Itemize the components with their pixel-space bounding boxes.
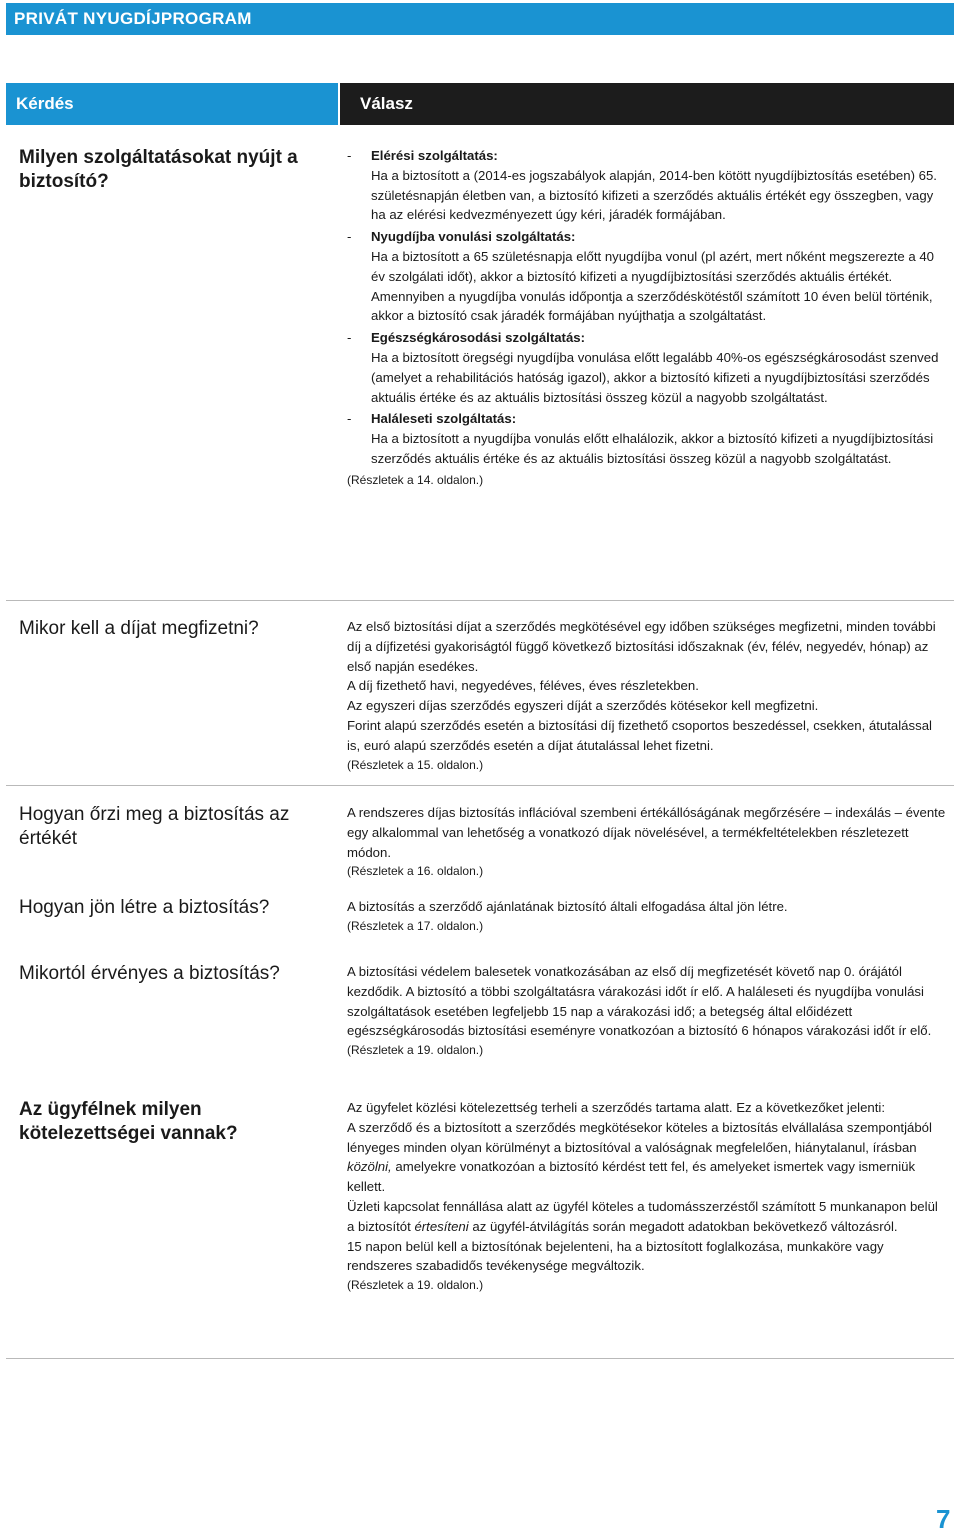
row-divider xyxy=(6,600,954,601)
answer-column-header xyxy=(340,83,954,125)
answer-line: Üzleti kapcsolat fennállása alatt az ügyfél köteles a tudomásszerzéstől számított 5 munkanapon belül a biztosítót értesíteni az ügyfél-átvilágítás során megadott adatokban bekövetkező változásról. xyxy=(347,1198,938,1234)
bullet-dash: - xyxy=(347,330,352,346)
answer-services xyxy=(347,146,947,491)
question-validity: Mikortól érvényes a biztosítás? xyxy=(19,963,280,984)
service-item-text: Ha a biztosított a 65 születésnapja előtt nyugdíjba vonul (pl azért, mert nőként megszerezte a 40 év szolgálati időt), akkor a biztosító kifizeti a nyugdíjbiztosítási szerződés aktuális értékét. Amennyiben a nyugdíjba vonulás időpontja a szerződéskötéstől számított 10 éven belül történik, akkor a biztosító csak járadék formájában nyújthatja a szolgáltatást. xyxy=(371,248,934,324)
row-divider xyxy=(6,785,954,786)
service-item-death xyxy=(347,409,947,468)
page-reference: (Részletek a 15. oldalon.) xyxy=(347,757,484,772)
service-item-title: Nyugdíjba vonulási szolgáltatás: xyxy=(371,229,576,245)
service-item-maturity xyxy=(347,146,947,225)
answer-line: A díj fizethető havi, negyedéves, féléves, éves részletekben. xyxy=(347,678,699,694)
answer-line: Az egyszeri díjas szerződés egyszeri díját a szerződés kötésekor kell megfizetni. xyxy=(347,698,819,714)
answer-creation xyxy=(347,897,947,937)
service-item-title: Elérési szolgáltatás: xyxy=(371,148,498,163)
service-item-text: Ha a biztosított a (2014-es jogszabályok alapján, 2014-ben kötött nyugdíjbiztosítás esetében) 65. születésnapján életben van, a biztosító kifizeti a szerződés aktuális értékét egy összegben, vagy ha az elérési kedvezményezett úgy kéri, járadék formájában. xyxy=(371,167,937,223)
service-item-health xyxy=(347,328,947,407)
answer-obligations xyxy=(347,1098,947,1296)
answer-line: 15 napon belül kell a biztosítónak bejelenteni, ha a biztosított foglalkozása, munkaköre vagy rendszeres szabadidős tevékenysége megváltozik. xyxy=(347,1238,884,1274)
page-reference: (Részletek a 19. oldalon.) xyxy=(347,1278,484,1293)
answer-line: A szerződő és a biztosított a szerződés megkötésekor köteles a biztosítás elvállalása szempontjából lényeges minden olyan körülményt a biztosítóval a valóságnak megfelelően, hiánytalanul, írásban közölni, amelyekre vonatkozóan a biztosító kérdést tett fel, és amelyeket ismertek vagy ismerniük kellett. xyxy=(347,1119,932,1195)
question-column-header xyxy=(6,83,338,125)
answer-column-label: Válasz xyxy=(360,94,413,113)
answer-validity xyxy=(347,962,947,1061)
question-indexation: Hogyan őrzi meg a biztosítás az értékét xyxy=(19,804,290,849)
question-column-label: Kérdés xyxy=(16,94,74,113)
bullet-dash: - xyxy=(347,411,352,427)
answer-line: A biztosítási védelem balesetek vonatkozásában az első díj megfizetését követő nap 0. órájától kezdődik. A biztosító a többi szolgáltatásra várakozási időt ír elő. A haláleseti és nyugdíjba vonulási szolgáltatások esetében legfeljebb 15 nap a várakozási idő; a betegség által előidézett egészségkárosodás biztosítási eseményre vonatkozóan a biztosító 6 hónapos várakozási időt ír elő. xyxy=(347,964,932,1039)
answer-line: Az ügyfelet közlési kötelezettség terheli a szerződés tartama alatt. Ez a következőket jelenti: xyxy=(347,1100,886,1115)
page-reference: (Részletek a 14. oldalon.) xyxy=(347,472,484,487)
question-obligations: Az ügyfélnek milyen kötelezettségei vannak? xyxy=(19,1099,238,1144)
question-creation: Hogyan jön létre a biztosítás? xyxy=(19,897,270,918)
page-number: 7 xyxy=(936,1504,951,1534)
page-reference: (Részletek a 16. oldalon.) xyxy=(347,864,484,879)
answer-line: A rendszeres díjas biztosítás inflációval szembeni értékállóságának megőrzésére – indexálás – évente egy alkalommal van lehetőség a vonatkozó díjak növelésével, a termékfeltételekben részletezett módon. xyxy=(347,805,946,860)
document-header-bar xyxy=(6,3,954,35)
service-item-text: Ha a biztosított öregségi nyugdíjba vonulása előtt legalább 40%-os egészségkárosodást szenved (amelyet a rehabilitációs hatóság igazol), akkor a biztosító kifizeti a nyugdíjbiztosítási szerződés aktuális értéke és az aktuális biztosítási összeg közül a nagyobb szolgáltatást. xyxy=(371,349,939,405)
answer-line: Forint alapú szerződés esetén a biztosítási díj fizethető csoportos beszedéssel, csekken, átutalással is, euró alapú szerződés esetén a díjat átutalással lehet fizetni. xyxy=(347,717,932,753)
bullet-dash: - xyxy=(347,148,352,163)
table-bottom-rule xyxy=(6,1358,954,1359)
page-reference: (Részletek a 19. oldalon.) xyxy=(347,1043,484,1058)
answer-indexation xyxy=(347,803,947,882)
service-item-retirement xyxy=(347,227,947,326)
answer-line: A biztosítás a szerződő ajánlatának biztosító általi elfogadása által jön létre. xyxy=(347,899,788,914)
bullet-dash: - xyxy=(347,229,352,245)
page-reference: (Részletek a 17. oldalon.) xyxy=(347,918,484,933)
answer-payment xyxy=(347,617,947,775)
service-item-title: Haláleseti szolgáltatás: xyxy=(371,411,517,427)
question-payment: Mikor kell a díjat megfizetni? xyxy=(19,618,259,639)
question-services: Milyen szolgáltatásokat nyújt a biztosító? xyxy=(19,147,298,192)
answer-line: Az első biztosítási díjat a szerződés megkötésével egy időben szükséges megfizetni, minden további díj a díjfizetési gyakoriságtól függő következő biztosítási időszaknak (év, félév, negyedév, hónap) az első napján esedékes. xyxy=(347,619,936,674)
service-item-title: Egészségkárosodási szolgáltatás: xyxy=(371,330,586,346)
service-item-text: Ha a biztosított a nyugdíjba vonulás előtt elhalálozik, akkor a biztosító kifizeti a nyugdíjbiztosítási szerződés aktuális értéke és az aktuális biztosítási összeg közül a nagyobb szolgáltatást. xyxy=(371,431,934,466)
document-title: PRIVÁT NYUGDÍJPROGRAM xyxy=(14,9,252,28)
